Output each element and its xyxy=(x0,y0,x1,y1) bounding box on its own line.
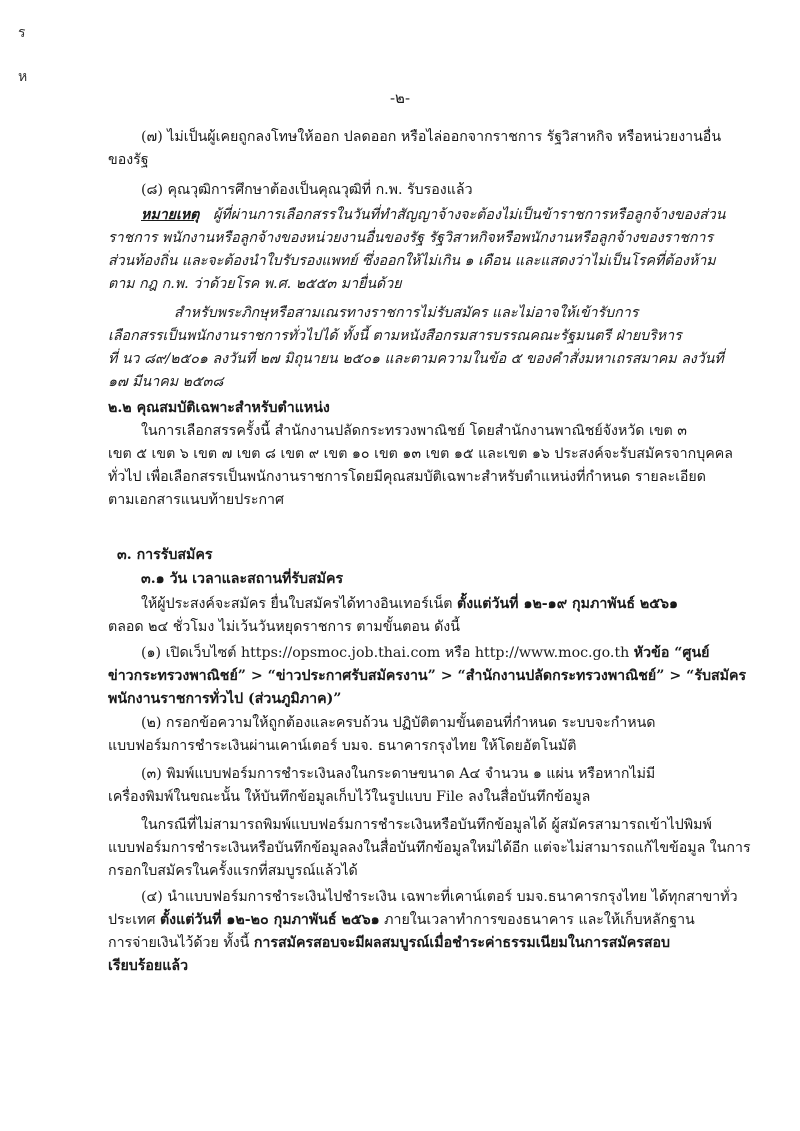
apply-intro xyxy=(108,593,688,639)
text-run: ภายในเวลาทำการของธนาคาร และให้เก็บหลักฐาน xyxy=(379,912,695,928)
remark-block xyxy=(108,204,726,296)
text-line: ข่าวกระทรวงพาณิชย์” > “ข่าวประกาศรับสมัครงาน” > “สำนักงานปลัดกระทรวงพาณิชย์” > “รับสมัคร xyxy=(108,668,747,684)
text-line: (๓) พิมพ์แบบฟอร์มการชำระเงินลงในกระดาษขนาด A๔ จำนวน ๑ แผ่น หรือหากไม่มี xyxy=(141,766,656,782)
text-line: ในกรณีที่ไม่สามารถพิมพ์แบบฟอร์มการชำระเงินหรือบันทึกข้อมูลได้ ผู้สมัครสามารถเข้าไปพิมพ์ xyxy=(141,817,712,833)
text-line: ราชการ พนักงานหรือลูกจ้างของหน่วยงานอื่นของรัฐ รัฐวิสาหกิจหรือพนักงานหรือลูกจ้างของราชการ xyxy=(108,230,714,246)
remark-label: หมายเหตุ xyxy=(141,207,200,223)
text-line: เขต ๕ เขต ๖ เขต ๗ เขต ๘ เขต ๙ เขต ๑๐ เขต ๑๓ เขต ๑๕ และเขต ๑๖ ประสงค์จะรับสมัครจากบุคคล xyxy=(108,446,733,462)
section-heading: ๓. การรับสมัคร xyxy=(117,547,213,563)
text-run: การจ่ายเงินไว้ด้วย ทั้งนี้ xyxy=(108,935,254,951)
margin-mark: ห xyxy=(18,69,28,85)
item-8 xyxy=(108,179,688,202)
text-line: ในการเลือกสรรครั้งนี้ สำนักงานปลัดกระทรวงพาณิชย์ โดยสำนักงานพาณิชย์จังหวัด เขต ๓ xyxy=(141,423,687,439)
text-line: (๒) กรอกข้อความให้ถูกต้องและครบถ้วน ปฏิบัติตามขั้นตอนที่กำหนด ระบบจะกำหนด xyxy=(141,715,656,731)
print-note xyxy=(108,814,751,883)
step-1 xyxy=(108,642,747,711)
text-line: ตลอด ๒๔ ชั่วโมง ไม่เว้นวันหยุดราชการ ตามขั้นตอน ดังนี้ xyxy=(108,619,460,635)
text-line: ของรัฐ xyxy=(108,152,149,168)
text-line: ๑๗ มีนาคม ๒๕๓๘ xyxy=(108,374,224,390)
text-line: (๗) ไม่เป็นผู้เคยถูกลงโทษให้ออก ปลดออก หรือไล่ออกจากราชการ รัฐวิสาหกิจ หรือหน่วยงานอื่น xyxy=(141,129,722,145)
text-line: กรอกใบสมัครในครั้งแรกที่สมบูรณ์แล้วได้ xyxy=(108,863,358,879)
text-run: ประเทศ xyxy=(108,912,160,928)
text-line: ผู้ที่ผ่านการเลือกสรรในวันที่ทำสัญญาจ้างจะต้องไม่เป็นข้าราชการหรือลูกจ้างของส่วน xyxy=(212,207,726,223)
step-2 xyxy=(108,712,688,758)
text-line: พนักงานราชการทั่วไป (ส่วนภูมิภาค)” xyxy=(108,691,342,707)
text-run: การสมัครสอบจะมีผลสมบูรณ์เมื่อชำระค่าธรรมเนียมในการสมัครสอบ xyxy=(253,935,671,951)
subsection-heading: ๓.๑ วัน เวลาและสถานที่รับสมัคร xyxy=(141,571,344,587)
text-line: (๘) คุณวุฒิการศึกษาต้องเป็นคุณวุฒิที่ ก.พ. รับรองแล้ว xyxy=(141,182,473,198)
text-line: เครื่องพิมพ์ในขณะนั้น ให้บันทึกข้อมูลเก็บไว้ในรูปแบบ File ลงในสื่อบันทึกข้อมูล xyxy=(108,789,591,805)
step-4 xyxy=(108,886,738,978)
text-run: (๑) เปิดเว็บไซต์ https://opsmoc.job.thai.com หรือ http://www.moc.go.th xyxy=(141,645,634,661)
text-line: แบบฟอร์มการชำระเงินหรือบันทึกข้อมูลลงในสื่อบันทึกข้อมูลใหม่ได้อีก แต่จะไม่สามารถแก้ไขข้อมูล ในการ xyxy=(108,840,751,856)
text-run: หัวข้อ “ศูนย์ xyxy=(633,645,710,661)
text-line: แบบฟอร์มการชำระเงินผ่านเคาน์เตอร์ บมจ. ธนาคารกรุงไทย ให้โดยอัตโนมัติ xyxy=(108,738,577,754)
text-line: ที่ นว ๘๙/๒๕๐๑ ลงวันที่ ๒๗ มิถุนายน ๒๕๐๑ และตามความในข้อ ๕ ของคำสั่งมหาเถรสมาคม ลงวันที่ xyxy=(108,351,724,367)
text-line: สำหรับพระภิกษุหรือสามเณรทางราชการไม่รับสมัคร และไม่อาจให้เข้ารับการ xyxy=(174,305,639,321)
section-heading: ๒.๒ คุณสมบัติเฉพาะสำหรับตำแหน่ง xyxy=(108,400,330,416)
section-3-heading-wrap xyxy=(117,544,697,567)
step-3 xyxy=(108,763,688,809)
payment-dates: ตั้งแต่วันที่ ๑๒-๒๐ กุมภาพันธ์ ๒๕๖๑ xyxy=(159,912,380,928)
text-line: (๔) นำแบบฟอร์มการชำระเงินไปชำระเงิน เฉพาะที่เคาน์เตอร์ บมจ.ธนาคารกรุงไทย ได้ทุกสาขาทั่ว xyxy=(141,889,738,905)
text-line: เลือกสรรเป็นพนักงานราชการทั่วไปได้ ทั้งนี้ ตามหนังสือกรมสารบรรณคณะรัฐมนตรี ฝ่ายบริหาร xyxy=(108,328,682,344)
text-line: เรียบร้อยแล้ว xyxy=(108,958,189,974)
section-3-1-heading-wrap xyxy=(141,568,689,591)
text-line: ส่วนท้องถิ่น และจะต้องนำใบรับรองแพทย์ ซึ่งออกให้ไม่เกิน ๑ เดือน และแสดงว่าไม่เป็นโรคที่ต้องห้าม xyxy=(108,253,716,269)
text-run: ให้ผู้ประสงค์จะสมัคร ยื่นใบสมัครได้ทางอินเทอร์เน็ต xyxy=(141,596,457,612)
text-line: ตามเอกสารแนบท้ายประกาศ xyxy=(108,492,285,508)
text-line: ทั่วไป เพื่อเลือกสรรเป็นพนักงานราชการโดยมีคุณสมบัติเฉพาะสำหรับตำแหน่งที่กำหนด รายละเอียด xyxy=(108,469,706,485)
section-2-2 xyxy=(108,397,733,512)
text-line: ตาม กฎ ก.พ. ว่าด้วยโรค พ.ศ. ๒๕๕๓ มายื่นด้วย xyxy=(108,276,402,292)
page-number: -๒- xyxy=(389,89,411,107)
item-7 xyxy=(108,126,722,172)
margin-mark: ร xyxy=(18,25,26,41)
monk-note xyxy=(108,302,724,394)
apply-dates: ตั้งแต่วันที่ ๑๒-๑๙ กุมภาพันธ์ ๒๕๖๑ xyxy=(456,596,679,612)
